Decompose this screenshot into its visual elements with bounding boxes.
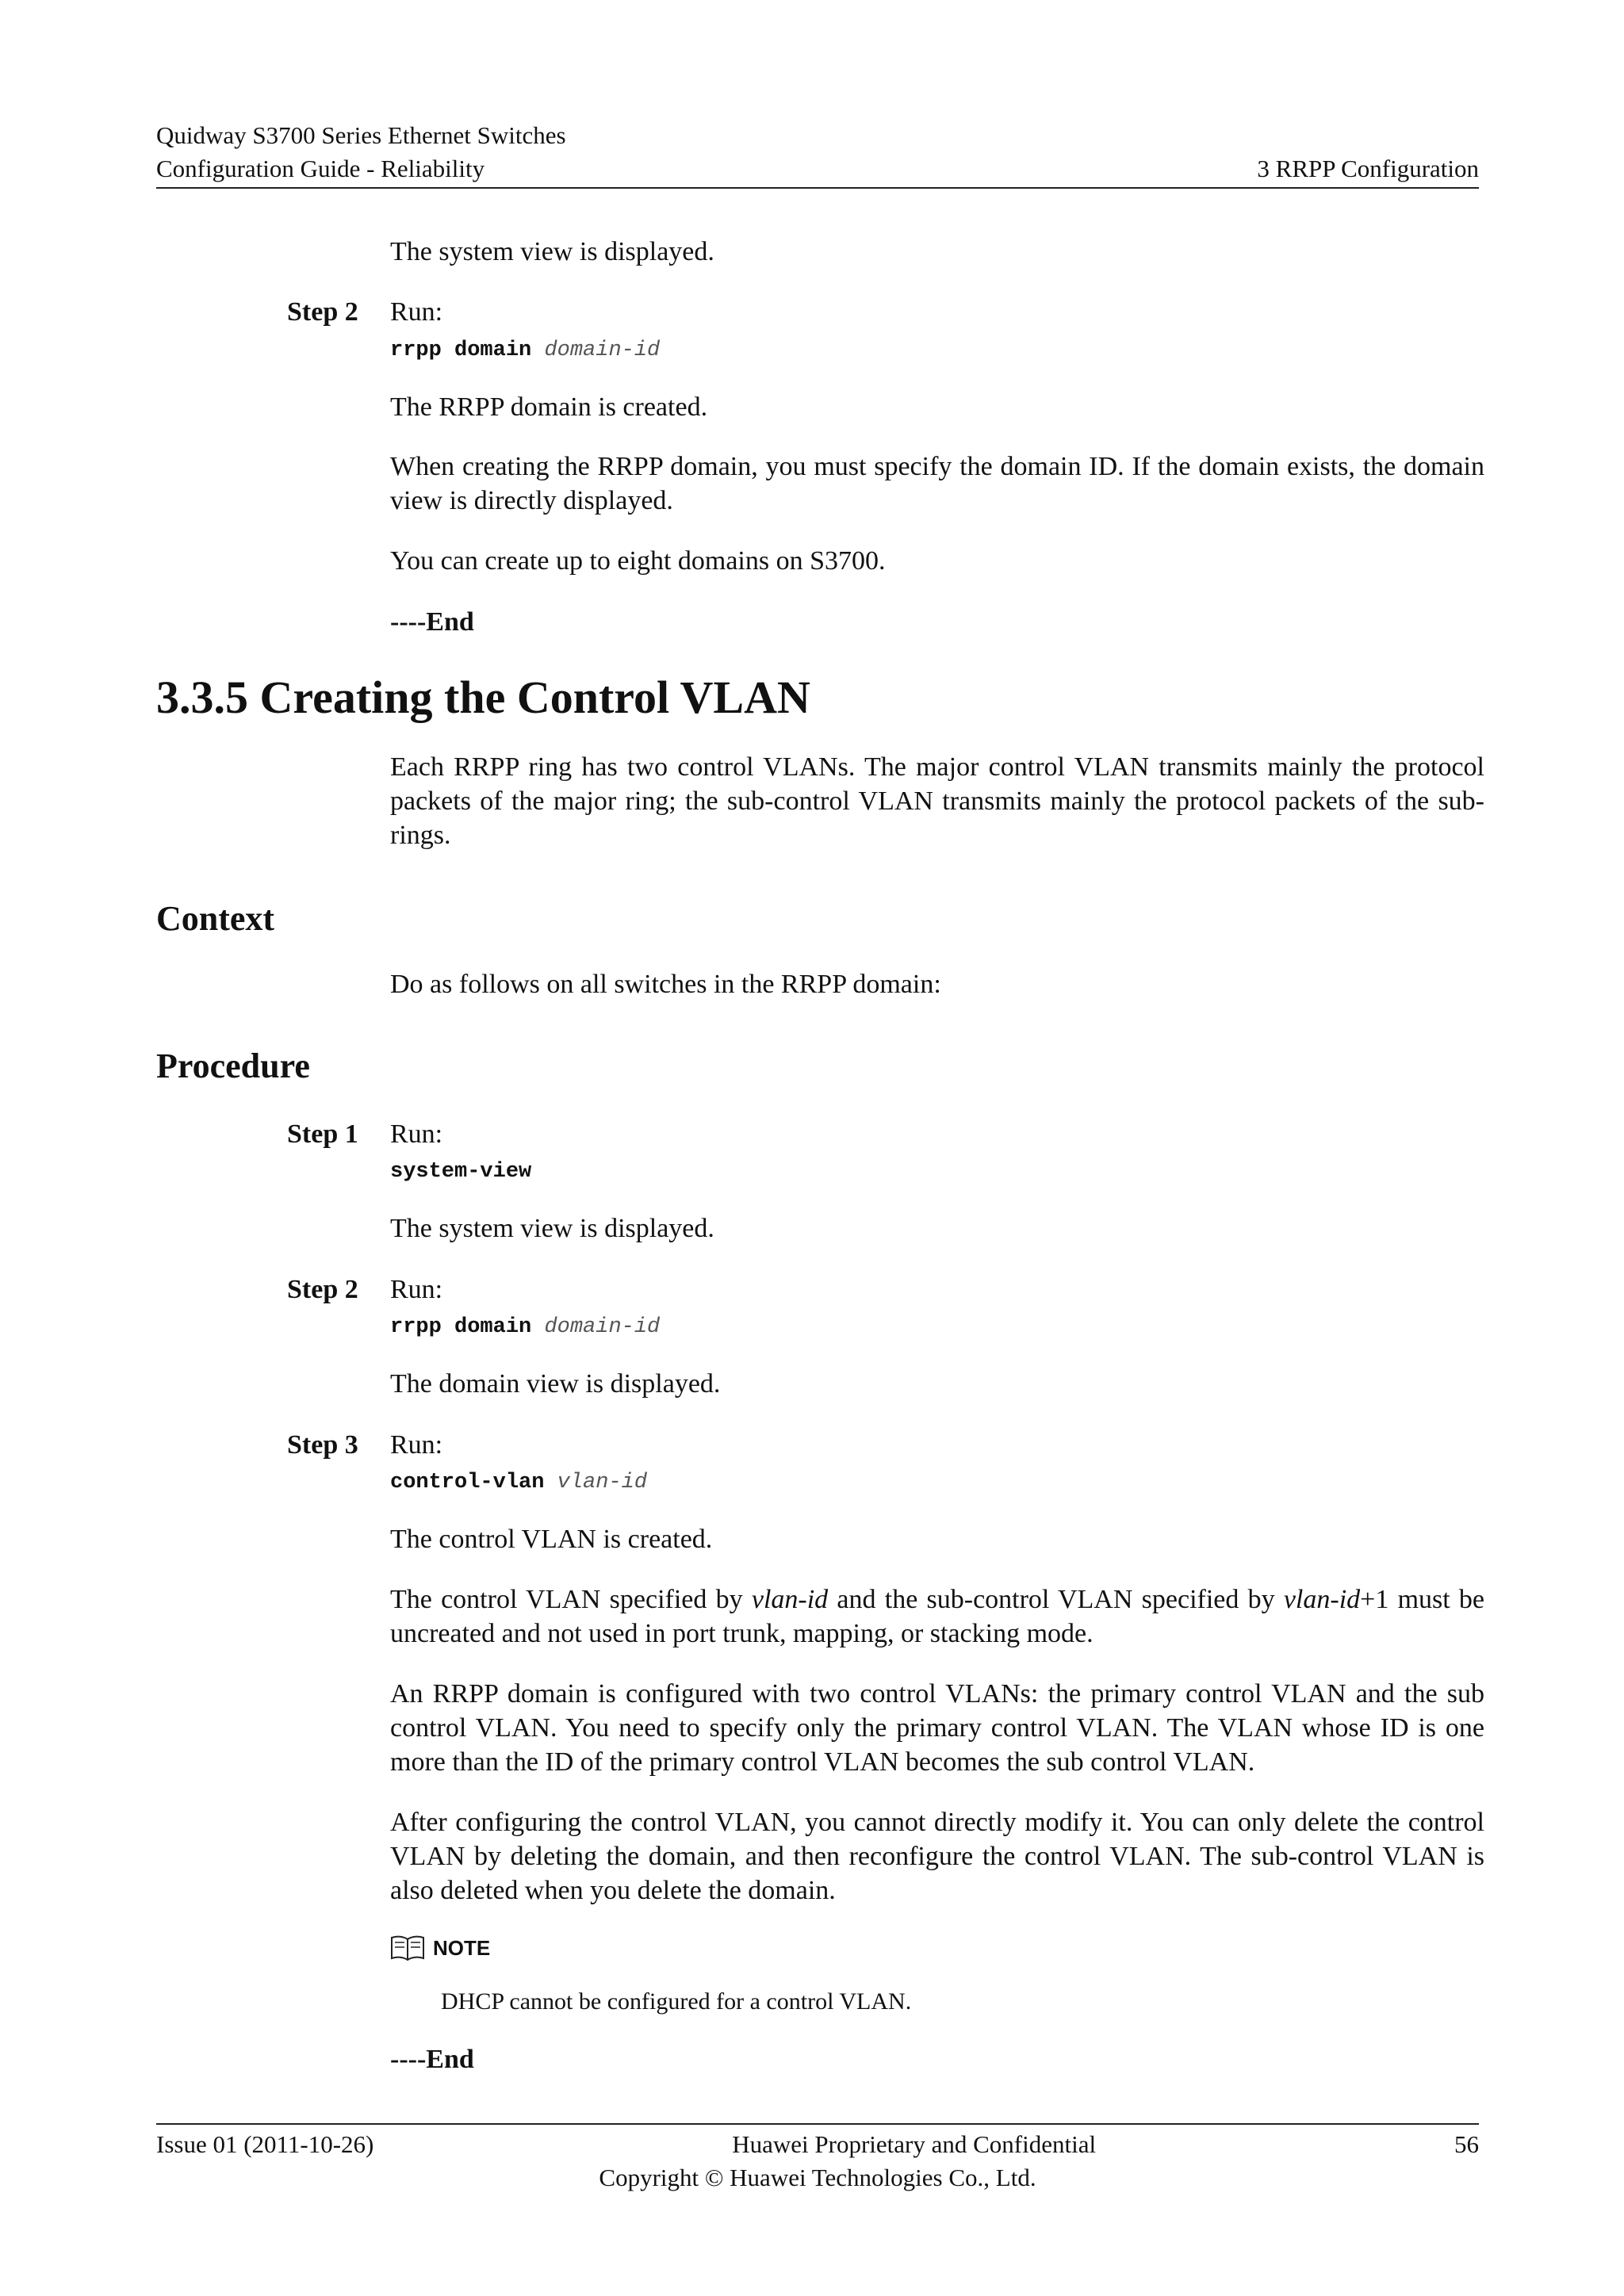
end-marker-top: ----End (390, 607, 474, 637)
para-specified (390, 1582, 1484, 1651)
para-specified-part2: and the sub-control VLAN specified by (828, 1585, 1284, 1614)
step-2-result: The domain view is displayed. (390, 1369, 721, 1399)
page-header (156, 119, 1479, 189)
command-argument: domain-id (544, 1315, 661, 1339)
step-3-run: Run: (390, 1430, 443, 1460)
page-footer (156, 2123, 1479, 2195)
step-1-label: Step 1 (287, 1119, 358, 1149)
context-heading: Context (156, 899, 275, 938)
para-when-creating: When creating the RRPP domain, you must specify the domain ID. If the domain exists, the domain view is directly displayed. (390, 452, 1484, 515)
command-rrpp-domain-top (390, 336, 660, 365)
header-guide: Configuration Guide - Reliability (156, 155, 485, 182)
var-vlan-id-plus: vlan-id (1283, 1585, 1361, 1614)
step-2-run-top: Run: (390, 297, 443, 327)
para-two-vlans: An RRPP domain is configured with two control VLANs: the primary control VLAN and the sub control VLAN. You need to specify only the primary control VLAN. The VLAN whose ID is one more than the ID of the primary control VLAN becomes the sub control VLAN. (390, 1679, 1484, 1777)
step-2-label-top: Step 2 (287, 297, 358, 327)
para-specified-part1: The control VLAN specified by (390, 1585, 752, 1614)
step-1-run: Run: (390, 1119, 443, 1149)
para-specified-part3: +1 must be uncreated and not used in port trunk, mapping, or stacking mode. (390, 1585, 1485, 1648)
step-3-result: The control VLAN is created. (390, 1525, 713, 1554)
note-text: DHCP cannot be configured for a control VLAN. (441, 1988, 912, 2015)
section-title: 3.3.5 Creating the Control VLAN (156, 672, 810, 723)
command-keyword: control-vlan (390, 1471, 545, 1494)
para-up-to-eight: You can create up to eight domains on S3700. (390, 546, 886, 576)
footer-issue: Issue 01 (2011-10-26) (156, 2130, 374, 2158)
command-control-vlan (390, 1468, 647, 1497)
step-2-label: Step 2 (287, 1275, 358, 1304)
para-after-config: After configuring the control VLAN, you cannot directly modify it. You can only delete the control VLAN by deleting the domain, and then reconfigure the control VLAN. The sub-control VLAN is also deleted when you delete the domain. (390, 1808, 1484, 1905)
command-rrpp-domain (390, 1313, 660, 1341)
footer-row (156, 2128, 1479, 2161)
command-argument: vlan-id (557, 1471, 648, 1494)
section-intro: Each RRPP ring has two control VLANs. The major control VLAN transmits mainly the protocol packets of the major ring; the sub-control VLAN transmits mainly the protocol packets of the sub-rings. (390, 752, 1484, 850)
step-2-run: Run: (390, 1275, 443, 1304)
context-text: Do as follows on all switches in the RRPP domain: (390, 970, 941, 999)
step-3-label: Step 3 (287, 1430, 358, 1460)
header-chapter: 3 RRPP Configuration (1257, 155, 1479, 182)
note-header (390, 1934, 490, 1961)
para-system-view: The system view is displayed. (390, 237, 714, 266)
end-marker: ----End (390, 2045, 474, 2074)
para-domain-created: The RRPP domain is created. (390, 392, 708, 422)
command-argument: domain-id (544, 339, 661, 362)
step-1-result: The system view is displayed. (390, 1214, 714, 1243)
command-keyword: system-view (390, 1160, 532, 1184)
footer-page-number: 56 (1454, 2130, 1479, 2158)
command-keyword: rrpp domain (390, 1315, 532, 1339)
var-vlan-id: vlan-id (751, 1585, 829, 1614)
header-row (156, 152, 1479, 186)
note-label: NOTE (433, 1935, 491, 1960)
procedure-heading: Procedure (156, 1047, 310, 1085)
command-system-view (390, 1158, 531, 1186)
command-keyword: rrpp domain (390, 339, 532, 362)
book-icon (390, 1934, 425, 1961)
footer-confidential: Huawei Proprietary and Confidential (732, 2130, 1097, 2158)
footer-copyright: Copyright © Huawei Technologies Co., Ltd. (599, 2164, 1036, 2191)
header-product: Quidway S3700 Series Ethernet Switches (156, 121, 566, 149)
